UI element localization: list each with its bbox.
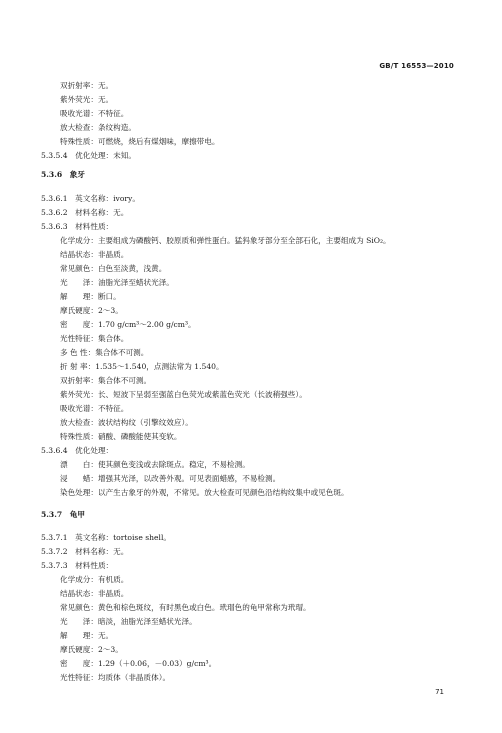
- text-line: 吸收光谱：不特征。: [60, 404, 129, 413]
- text-line: 解 理：断口。: [60, 292, 121, 301]
- text-line: 常见颜色：黄色和棕色斑纹，有时黑色或白色。玳瑁色的龟甲常称为玳瑁。: [60, 603, 311, 612]
- text-line: 5.3.6.1 英文名称：ivory。: [41, 194, 140, 203]
- text-line: 紫外荧光：长、短波下呈弱至强蓝白色荧光或紫蓝色荧光（长波稍强些）。: [60, 390, 307, 399]
- text-line: 多 色 性：集合体不可测。: [60, 348, 149, 357]
- text-line: 双折射率：无。: [60, 81, 114, 90]
- text-line: 放大检查：条纹构造。: [60, 123, 136, 132]
- text-line: 结晶状态：非晶质。: [60, 589, 129, 598]
- text-line: 5.3.7.2 材料名称：无。: [41, 547, 129, 556]
- text-line: 光性特征：集合体。: [60, 334, 129, 343]
- text-line: 5.3.6.3 材料性质：: [41, 222, 114, 231]
- section-heading: 5.3.7 龟甲: [41, 510, 85, 519]
- text-line: 密 度：1.29（＋0.06，－0.03）g/cm³。: [60, 659, 217, 668]
- text-line: 吸收光谱：不特征。: [60, 109, 129, 118]
- text-line: 光 泽：油脂光泽至蜡状光泽。: [60, 278, 174, 287]
- text-line: 常见颜色：白色至淡黄，浅黄。: [60, 264, 167, 273]
- text-line: 结晶状态：非晶质。: [60, 250, 129, 259]
- text-line: 折 射 率：1.535～1.540，点测法常为 1.540。: [60, 362, 224, 371]
- text-line: 放大检查：波状结构纹（引擎纹效应）。: [60, 418, 193, 427]
- text-line: 光 泽：暗淡，油脂光泽至蜡状光泽。: [60, 617, 197, 626]
- text-line: 密 度：1.70 g/cm³～2.00 g/cm³。: [60, 320, 196, 329]
- text-line: 特殊性质：可燃烧，烧后有煤烟味，摩擦带电。: [60, 137, 220, 146]
- page-number: 71: [435, 688, 444, 696]
- text-line: 5.3.6.2 材料名称：无。: [41, 208, 129, 217]
- text-line: 解 理：无。: [60, 631, 114, 640]
- text-line: 5.3.7.3 材料性质：: [41, 561, 114, 570]
- text-line: 摩氏硬度：2～3。: [60, 645, 123, 654]
- text-line: 紫外荧光：无。: [60, 95, 114, 104]
- text-line: 特殊性质：硝酸、磷酸能使其变软。: [60, 432, 182, 441]
- text-line: 摩氏硬度：2～3。: [60, 306, 123, 315]
- standard-code-header: GB/T 16553—2010: [379, 62, 454, 70]
- text-line: 5.3.5.4 优化处理：未知。: [41, 151, 136, 160]
- text-line: 5.3.6.4 优化处理：: [41, 446, 114, 455]
- text-line: 光性特征：均质体（非晶质体）。: [60, 673, 171, 682]
- text-line: 5.3.7.1 英文名称：tortoise shell。: [41, 533, 171, 542]
- text-line: 化学成分：主要组成为磷酸钙、胶原质和弹性蛋白。猛犸象牙部分至全部石化，主要组成为 SiO₂。: [60, 236, 391, 245]
- text-line: 浸 蜡：增强其光泽，以改善外观。可见表面蜡感，不易检测。: [60, 474, 281, 483]
- section-heading: 5.3.6 象牙: [41, 170, 85, 179]
- text-line: 漂 白：使其颜色变浅或去除斑点。稳定，不易检测。: [60, 460, 250, 469]
- text-line: 双折射率：集合体不可测。: [60, 376, 152, 385]
- text-line: 化学成分：有机质。: [60, 575, 129, 584]
- text-line: 染色处理：以产生古象牙的外观，不常见。放大检查可见颜色沿结构纹集中或见色斑。: [60, 488, 349, 497]
